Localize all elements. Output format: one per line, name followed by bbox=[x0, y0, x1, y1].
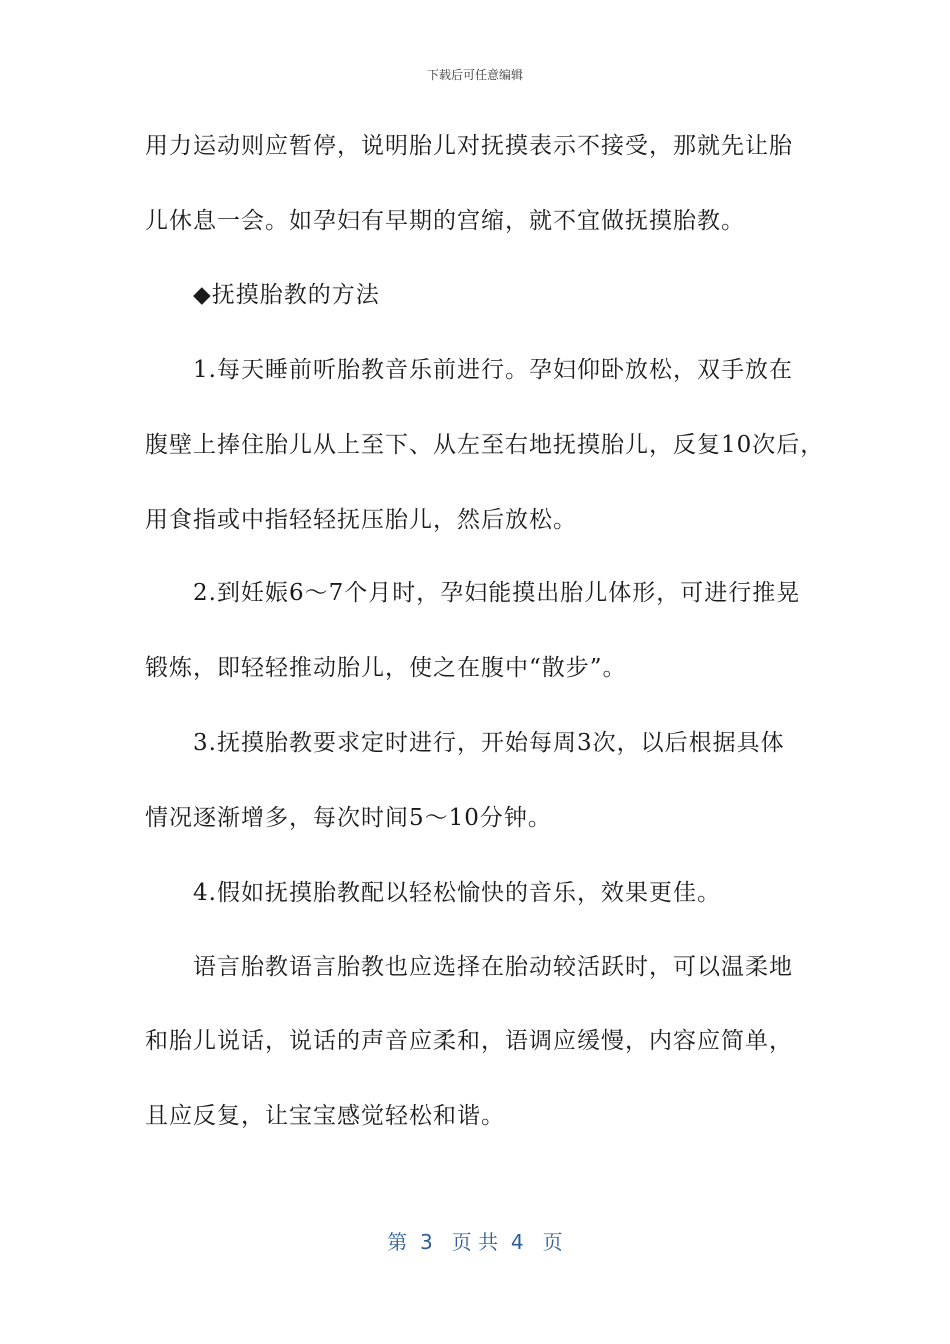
body-line: 情况逐渐增多，每次时间5～10分钟。 bbox=[145, 805, 552, 831]
body-line: 1.每天睡前听胎教音乐前进行。孕妇仰卧放松，双手放在 bbox=[193, 357, 793, 383]
body-line: 腹壁上捧住胎儿从上至下、从左至右地抚摸胎儿，反复10次后， bbox=[145, 432, 825, 458]
body-line: 用力运动则应暂停，说明胎儿对抚摸表示不接受，那就先让胎 bbox=[145, 133, 793, 159]
body-line: 且应反复，让宝宝感觉轻松和谐。 bbox=[145, 1103, 505, 1129]
header-note: 下载后可任意编辑 bbox=[426, 68, 523, 82]
body-line: 锻炼，即轻轻推动胎儿，使之在腹中“散步”。 bbox=[145, 655, 627, 681]
body-line: 2.到妊娠6～7个月时，孕妇能摸出胎儿体形，可进行推晃 bbox=[193, 580, 801, 606]
body-line: 儿休息一会。如孕妇有早期的宫缩，就不宜做抚摸胎教。 bbox=[145, 208, 745, 234]
section-heading: ◆抚摸胎教的方法 bbox=[193, 282, 380, 308]
body-line: 用食指或中指轻轻抚压胎儿，然后放松。 bbox=[145, 507, 577, 533]
page-footer: 第 3 页 共 4 页 bbox=[387, 1230, 563, 1254]
body-line: 和胎儿说话，说话的声音应柔和，语调应缓慢，内容应简单， bbox=[145, 1028, 793, 1054]
body-line: 语言胎教语言胎教也应选择在胎动较活跃时，可以温柔地 bbox=[193, 954, 793, 980]
body-line: 3.抚摸胎教要求定时进行，开始每周3次，以后根据具体 bbox=[193, 730, 785, 756]
body-line: 4.假如抚摸胎教配以轻松愉快的音乐，效果更佳。 bbox=[193, 880, 721, 906]
